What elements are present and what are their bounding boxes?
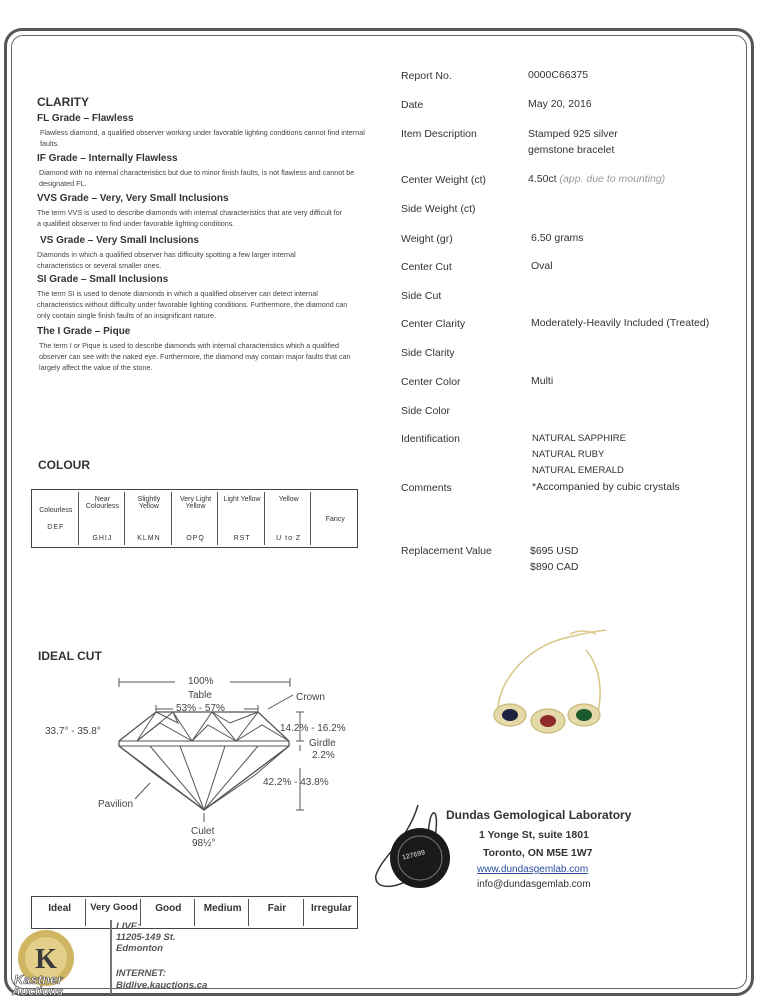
report-label: Identification (401, 433, 460, 445)
kastner-auctions-logo (6, 926, 106, 996)
grade-description: The term VVS is used to describe diamonds with internal characteristics that are very difficult for a qualified observer to find under favorable lighting conditions. (37, 208, 343, 228)
report-label: Comments (401, 482, 452, 494)
report-value-main: 4.50ct (528, 173, 557, 185)
lab-email: info@dundasgemlab.com (477, 879, 591, 890)
diagram-label-culet-value: 98½° (192, 838, 216, 849)
colour-cell (81, 492, 126, 545)
cut-grade-table (31, 896, 358, 929)
diagram-label-crown-height: 14.2% - 16.2% (280, 723, 346, 734)
watermark-divider (110, 920, 112, 994)
cut-grade-cell: Good (143, 899, 195, 926)
clarity-grade-i (37, 326, 355, 373)
watermark-live-label: LIVE: (116, 921, 141, 932)
clarity-grade-fl (37, 113, 377, 149)
report-value: *Accompanied by cubic crystals (532, 481, 680, 493)
diagram-label-culet: Culet (191, 826, 215, 837)
report-label: Center Cut (401, 261, 452, 273)
grade-description: The term SI is used to denote diamonds in which a qualified observer can detect internal characteristics without difficulty under favorable lighting conditions. Furthermore, the diamond can only contain single finish faults of an insignificant nature. (37, 289, 348, 320)
colour-cell (313, 492, 357, 545)
report-value: 0000C66375 (528, 69, 589, 81)
report-value: May 20, 2016 (528, 98, 592, 110)
diagram-label-table: Table (188, 690, 212, 701)
cut-grade-cell: Medium (197, 899, 249, 926)
report-label: Weight (gr) (401, 233, 453, 245)
diagram-label-pavilion: Pavilion (98, 799, 134, 810)
watermark-internet-url[interactable]: Bidlive.kauctions.ca (116, 980, 208, 991)
report-value (528, 173, 665, 185)
report-value: NATURAL SAPPHIRE (532, 433, 626, 444)
lab-website-link[interactable]: www.dundasgemlab.com (477, 864, 589, 875)
colour-cell-grades: KLMN (137, 535, 161, 542)
diagram-label-crown: Crown (296, 692, 325, 703)
report-label: Replacement Value (401, 545, 492, 557)
report-value: NATURAL RUBY (532, 449, 605, 460)
clarity-grade-vvs (37, 193, 347, 229)
report-label: Center Weight (ct) (401, 174, 486, 186)
grade-description: Flawless diamond, a qualified observer working under favorable lighting conditions cannot find internal faults. (40, 128, 365, 148)
report-value: gemstone bracelet (528, 144, 615, 156)
watermark-address1: 11205-149 St. (116, 932, 176, 943)
report-label: Side Cut (401, 290, 442, 302)
report-value-note: (app. due to mounting) (559, 173, 666, 185)
report-value: Multi (531, 375, 554, 387)
report-value: NATURAL EMERALD (532, 465, 624, 476)
colour-cell (34, 492, 79, 545)
report-label: Side Color (401, 405, 451, 417)
report-value: 6.50 grams (531, 232, 584, 244)
colour-cell (127, 492, 172, 545)
grade-description: The term I or Pique is used to describe diamonds with internal characteristics which a qualified observer can see with the naked eye. Furthermore, the diamond may contain major faults that can largely affect the value of the stone. (39, 341, 351, 372)
diagram-label-girdle: Girdle (309, 738, 336, 749)
lab-name: Dundas Gemological Laboratory (446, 808, 632, 822)
colour-scale-table (31, 489, 358, 548)
clarity-grade-if (37, 153, 367, 189)
bracelet-photo (478, 622, 618, 747)
cut-grade-cell: Fair (251, 899, 303, 926)
watermark-address2: Edmonton (116, 943, 163, 954)
grade-heading: VS Grade – Very Small Inclusions (40, 235, 199, 246)
colour-cell-name: Slightly Yellow (137, 496, 161, 510)
report-value: $695 USD (530, 545, 579, 557)
report-label: Side Weight (ct) (401, 203, 476, 215)
ideal-cut-title: IDEAL CUT (38, 649, 102, 663)
grade-description: Diamond with no internal characteristics but due to minor finish faults, is not flawless and cannot be designated FL. (39, 168, 355, 188)
grade-heading: The I Grade – Pique (37, 326, 131, 337)
colour-cell-name: Very Light Yellow (179, 496, 212, 510)
svg-text:Kastner: Kastner (14, 972, 63, 987)
diagram-label-crown-angle: 33.7° - 35.8° (45, 726, 101, 737)
report-label: Item Description (401, 128, 477, 140)
svg-text:Auctions: Auctions (12, 984, 64, 996)
lab-address-line2: Toronto, ON M5E 1W7 (483, 847, 593, 859)
colour-cell-grades: DEF (47, 524, 65, 531)
colour-cell-grades: GHIJ (92, 535, 113, 542)
report-label: Date (401, 99, 424, 111)
grade-heading: VVS Grade – Very, Very Small Inclusions (37, 193, 229, 204)
report-value: Stamped 925 silver (528, 128, 618, 140)
lab-address-line1: 1 Yonge St, suite 1801 (479, 829, 589, 841)
colour-cell-name: Light Yellow (223, 496, 261, 503)
svg-text:K: K (35, 944, 57, 975)
diagram-label-girdle-value: 2.2% (312, 750, 335, 761)
clarity-title: CLARITY (37, 95, 89, 109)
cut-grade-cell: Ideal (34, 899, 86, 926)
colour-cell (267, 492, 312, 545)
diagram-label-table-range: 53% - 57% (176, 703, 225, 714)
grade-description: Diamonds in which a qualified observer has difficulty spotting a few larger internal characteristics or several smaller ones. (37, 250, 296, 270)
colour-cell-name: Near Colourless (85, 496, 119, 510)
seal-number: 127699 (401, 849, 426, 862)
report-label: Side Clarity (401, 347, 455, 359)
report-label: Center Clarity (401, 318, 466, 330)
report-label: Report No. (401, 70, 452, 82)
report-value: Moderately-Heavily Included (Treated) (531, 317, 710, 329)
colour-cell-name: Fancy (325, 515, 345, 523)
cut-grade-cell: Irregular (311, 903, 352, 914)
colour-cell-grades: OPQ (186, 535, 205, 542)
report-value: $890 CAD (530, 561, 579, 573)
diagram-label-width: 100% (188, 676, 214, 687)
grade-heading: SI Grade – Small Inclusions (37, 274, 169, 285)
clarity-grade-vs (37, 235, 327, 271)
colour-cell-grades: RST (233, 535, 251, 542)
diamond-cut-diagram (30, 665, 370, 855)
colour-title: COLOUR (38, 458, 90, 472)
report-value: Oval (531, 260, 553, 272)
cut-grade-cell: Very Good (88, 899, 140, 926)
colour-cell-name: Yellow (278, 496, 299, 503)
grade-heading: IF Grade – Internally Flawless (37, 153, 178, 164)
grade-heading: FL Grade – Flawless (37, 113, 134, 124)
watermark-internet-label: INTERNET: (116, 968, 166, 979)
report-label: Center Color (401, 376, 461, 388)
clarity-grade-si (37, 274, 355, 321)
signature-image (368, 800, 458, 900)
colour-cell (174, 492, 219, 545)
colour-cell-name: Colourless (39, 507, 73, 514)
colour-cell (220, 492, 265, 545)
colour-cell-grades: U to Z (276, 535, 302, 542)
diagram-label-pavilion-depth: 42.2% - 43.8% (263, 777, 329, 788)
